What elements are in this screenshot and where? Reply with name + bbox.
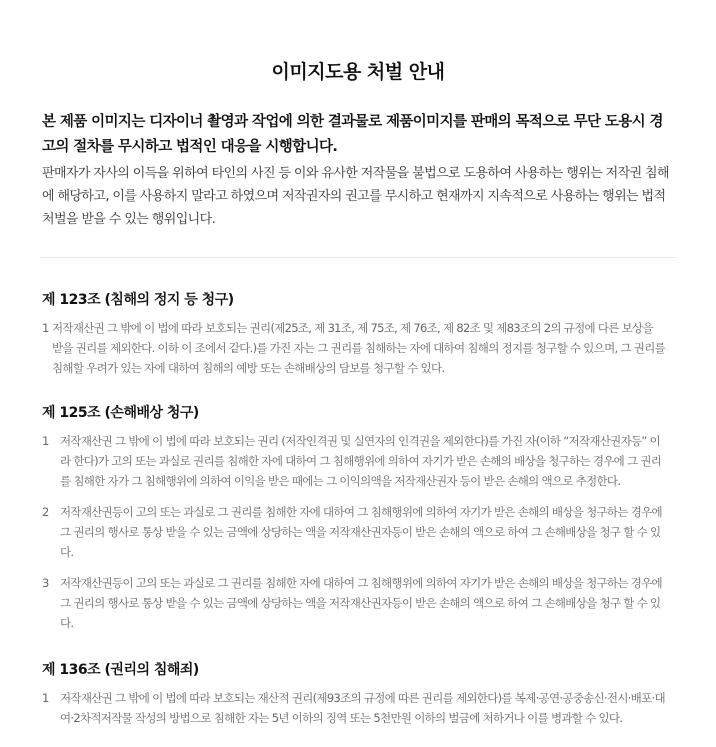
clause-item	[40, 502, 676, 562]
clause-text: 저작재산권 그 밖에 이 법에 따라 보호되는 권리(제25조, 제 31조, 제 75조, 제 76조, 제 82조 및 제83조의 2의 규정에 다른 보상을 받을 권리를 제외한다. 이하 이 조에서 같다.)를 가진 자는 그 권리를 침해하는 자에 대하여 침해의 정지를 청구할 수 있으며, 그 권리를 침해할 우려가 있는 자에 대하여 침해의 예방 또는 손해배상의 담보를 청구할 수 있다.	[52, 321, 666, 375]
article-136	[40, 660, 676, 728]
clause-list	[40, 318, 676, 378]
clause-text: 저작재산권 그 밖에 이 법에 따라 보호되는 재산적 권리(제93조의 규정에 따른 권리를 제외한다)를 복제·공연·공중송신·전시·배포·대여·2차적저작물 작성의 방법으로 침해한 자는 5년 이하의 징역 또는 5천만원 이하의 벌금에 처하거나 이를 병과할 수 있다.	[60, 691, 665, 725]
article-title: 제 136조 (권리의 침해죄)	[42, 662, 199, 678]
clause-number: 1	[42, 321, 49, 335]
article-title: 제 125조 (손해배상 청구)	[42, 405, 199, 421]
section-divider	[40, 257, 676, 258]
article-title: 제 123조 (침해의 정지 등 청구)	[42, 292, 234, 308]
clause-text: 저작재산권등이 고의 또는 과실로 그 권리를 침해한 자에 대하여 그 침해행위에 의하여 자기가 받은 손해의 배상을 청구하는 경우에 그 권리의 행사로 통상 받을 수 있는 금액에 상당하는 액을 저작재산권자등이 받은 손해의 액으로 하여 그 손해배상을 청구 할 수 있다.	[60, 576, 662, 630]
clause-number: 1	[42, 691, 49, 705]
clause-list	[40, 431, 676, 633]
article-125	[40, 403, 676, 633]
clause-number: 3	[42, 576, 49, 590]
lead-statement: 본 제품 이미지는 디자이너 촬영과 작업에 의한 결과물로 제품이미지를 판매의 목적으로 무단 도용시 경고의 절차를 무시하고 법적인 대응을 시행합니다.	[42, 114, 663, 155]
lead-description: 판매자가 자사의 이득을 위하여 타인의 사진 등 이와 유사한 저작물을 불법으로 도용하여 사용하는 행위는 저작권 침해에 해당하고, 이를 사용하지 말라고 하였으며 저작권자의 권고를 무시하고 현재까지 지속적으로 사용하는 행위는 법적 처벌을 받을 수 있는 행위입니다.	[42, 166, 669, 227]
clause-text: 저작재산권등이 고의 또는 과실로 그 권리를 침해한 자에 대하여 그 침해행위에 의하여 자기가 받은 손해의 배상을 청구하는 경우에 그 권리의 행사로 통상 받을 수 있는 금액에 상당하는 액을 저작재산권자등이 받은 손해의 액으로 하여 그 손해배상을 청구 할 수 있다.	[60, 505, 662, 559]
clause-item	[40, 573, 676, 633]
clause-list	[40, 688, 676, 728]
clause-number: 1	[42, 434, 49, 448]
clause-text: 저작재산권 그 밖에 이 법에 따라 보호되는 권리 (저작인격권 및 실연자의 인격권을 제외한다)를 가진 자(이하 “저작재산권자등” 이라 한다)가 고의 또는 과실로 권리를 침해한 자에 대하여 그 침해행위에 의하여 자기가 받은 손해의 배상을 청구하는 경우에 그 권리를 침해한 자가 그 침해행위에 의하여 이익을 받은 때에는 그 이익의액을 저작재산권자 등이 받은 손해의 액으로 추정한다.	[60, 434, 662, 488]
clause-item	[40, 688, 676, 728]
article-123	[40, 290, 676, 378]
clause-item	[40, 431, 676, 491]
page-title: 이미지도용 처벌 안내	[271, 61, 445, 83]
clause-number: 2	[42, 505, 49, 519]
clause-item	[40, 318, 676, 378]
